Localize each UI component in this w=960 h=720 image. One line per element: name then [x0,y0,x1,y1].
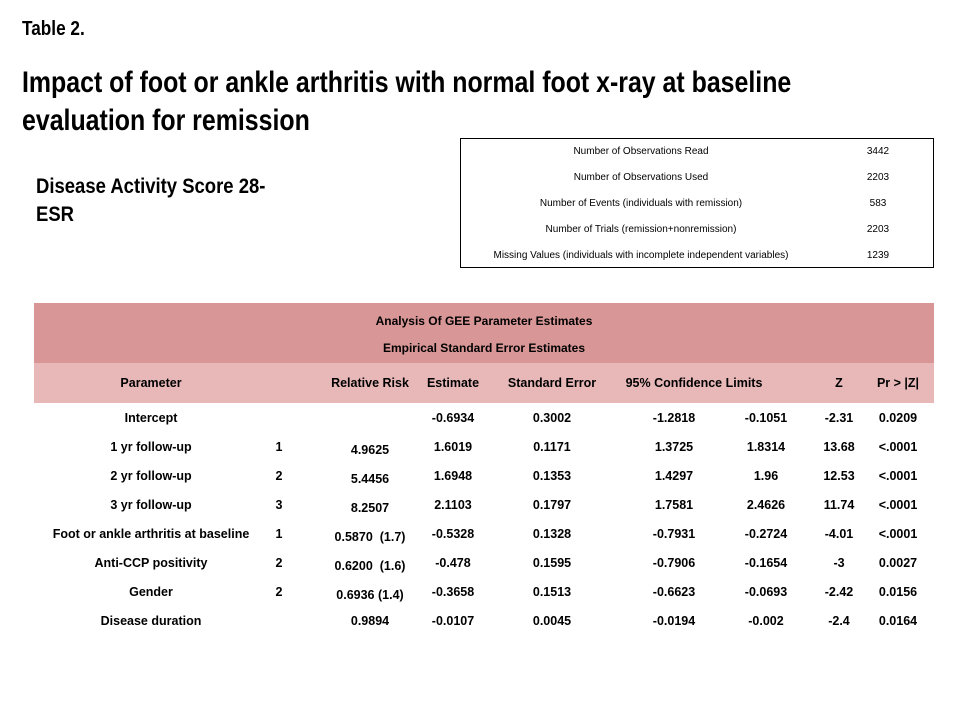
observation-label: Number of Observations Used [573,172,709,183]
standard-error-cell: 0.1353 [532,469,572,483]
subtitle-line-2: ESR [36,203,75,226]
table-row [34,403,934,432]
relative-risk-cell: 8.2507 [350,501,390,515]
parameter-cell: Intercept [124,411,178,425]
table-row [34,577,934,606]
upper-limit-cell: 2.4626 [746,498,786,512]
level-cell: 2 [275,469,283,483]
observation-row [461,243,933,269]
lower-limit-cell: -0.7931 [652,527,696,541]
parameter-cell: 3 yr follow-up [110,498,192,512]
table-row [34,519,934,548]
col-relative-risk-header: Relative Risk [331,376,409,390]
p-value-cell: <.0001 [878,469,918,483]
p-value-cell: 0.0156 [878,585,918,599]
table-row [34,606,934,635]
lower-limit-cell: 1.3725 [654,440,694,454]
estimate-cell: -0.5328 [431,527,475,541]
p-value-cell: 0.0209 [878,411,918,425]
standard-error-cell: 0.3002 [532,411,572,425]
upper-limit-cell: -0.1654 [744,556,788,570]
table-label: Table 2. [22,18,85,40]
standard-error-cell: 0.0045 [532,614,572,628]
observation-row [461,165,933,191]
parameter-cell: Anti-CCP positivity [94,556,208,570]
relative-risk-cell: 0.6936 (1.4) [336,588,404,602]
estimate-cell: 1.6019 [433,440,473,454]
col-p-value-header: Pr > |Z| [876,376,920,390]
parameter-cell: 2 yr follow-up [110,469,192,483]
standard-error-cell: 0.1171 [533,440,571,454]
p-value-cell: <.0001 [878,498,918,512]
lower-limit-cell: -0.6623 [652,585,696,599]
parameter-cell: Disease duration [100,614,202,628]
observation-row [461,139,933,165]
standard-error-cell: 0.1797 [532,498,572,512]
observation-value: 2203 [866,172,890,183]
p-value-cell: 0.0027 [878,556,918,570]
observation-row [461,191,933,217]
relative-risk-cell: 4.9625 [350,443,390,457]
estimate-cell: -0.478 [435,556,471,570]
observation-value: 583 [869,198,887,209]
gee-title: Analysis Of GEE Parameter Estimates [375,314,593,328]
standard-error-cell: 0.1328 [532,527,572,541]
z-value-cell: 12.53 [823,469,855,483]
lower-limit-cell: -1.2818 [652,411,696,425]
level-cell: 1 [275,440,283,454]
relative-risk-cell: 0.5870 (1.7) [334,530,406,544]
z-value-cell: -2.42 [824,585,854,599]
p-value-cell: 0.0164 [878,614,918,628]
observation-label: Number of Events (individuals with remission) [539,198,743,209]
lower-limit-cell: 1.7581 [654,498,694,512]
gee-column-header [34,363,934,403]
observation-label: Number of Observations Read [573,146,709,157]
observation-value: 1239 [866,250,890,261]
parameter-cell: Gender [129,585,173,599]
table-row [34,461,934,490]
col-confidence-limits-header: 95% Confidence Limits [625,376,763,390]
table-row [34,490,934,519]
observation-label: Number of Trials (remission+nonremission) [545,224,737,235]
observation-value: 2203 [866,224,890,235]
col-standard-error-header: Standard Error [507,376,597,390]
gee-title-band [34,303,934,363]
z-value-cell: 13.68 [823,440,855,454]
title-line-1: Impact of foot or ankle arthritis with normal foot x-ray at baseline [22,66,792,99]
upper-limit-cell: 1.96 [753,469,779,483]
lower-limit-cell: -0.7906 [652,556,696,570]
z-value-cell: -3 [833,556,845,570]
p-value-cell: <.0001 [878,440,918,454]
z-value-cell: -2.4 [828,614,850,628]
gee-estimates-table [34,303,934,631]
upper-limit-cell: -0.2724 [744,527,788,541]
level-cell: 3 [275,498,283,512]
relative-risk-cell: 0.6200 (1.6) [334,559,406,573]
upper-limit-cell: -0.1051 [744,411,788,425]
standard-error-cell: 0.1513 [532,585,572,599]
estimate-cell: -0.3658 [431,585,475,599]
estimate-cell: 2.1103 [434,498,472,512]
z-value-cell: 11.74 [823,498,855,512]
observation-label: Missing Values (individuals with incomplete independent variables) [493,250,789,261]
col-z-header: Z [835,376,843,390]
relative-risk-cell: 0.9894 [350,614,390,628]
observation-value: 3442 [866,146,890,157]
level-cell: 2 [275,585,283,599]
col-estimate-header: Estimate [426,376,480,390]
gee-subtitle: Empirical Standard Error Estimates [382,341,586,355]
lower-limit-cell: -0.0194 [652,614,696,628]
z-value-cell: -4.01 [824,527,854,541]
parameter-cell: 1 yr follow-up [110,440,192,454]
p-value-cell: <.0001 [878,527,918,541]
standard-error-cell: 0.1595 [532,556,572,570]
col-parameter-header: Parameter [120,376,182,390]
estimate-cell: 1.6948 [433,469,473,483]
level-cell: 2 [275,556,283,570]
observations-table [460,138,934,268]
parameter-cell: Foot or ankle arthritis at baseline [52,527,250,541]
table-row [34,432,934,461]
subtitle [36,173,265,229]
estimate-cell: -0.0107 [431,614,475,628]
table-row [34,548,934,577]
upper-limit-cell: 1.8314 [746,440,786,454]
relative-risk-cell: 5.4456 [350,472,390,486]
z-value-cell: -2.31 [824,411,854,425]
level-cell: 1 [275,527,283,541]
observation-row [461,217,933,243]
title-line-2: evaluation for remission [22,104,310,137]
upper-limit-cell: -0.002 [748,614,784,628]
upper-limit-cell: -0.0693 [744,585,788,599]
subtitle-line-1: Disease Activity Score 28- [36,175,266,198]
estimate-cell: -0.6934 [431,411,475,425]
page-title [22,64,852,140]
lower-limit-cell: 1.4297 [654,469,694,483]
